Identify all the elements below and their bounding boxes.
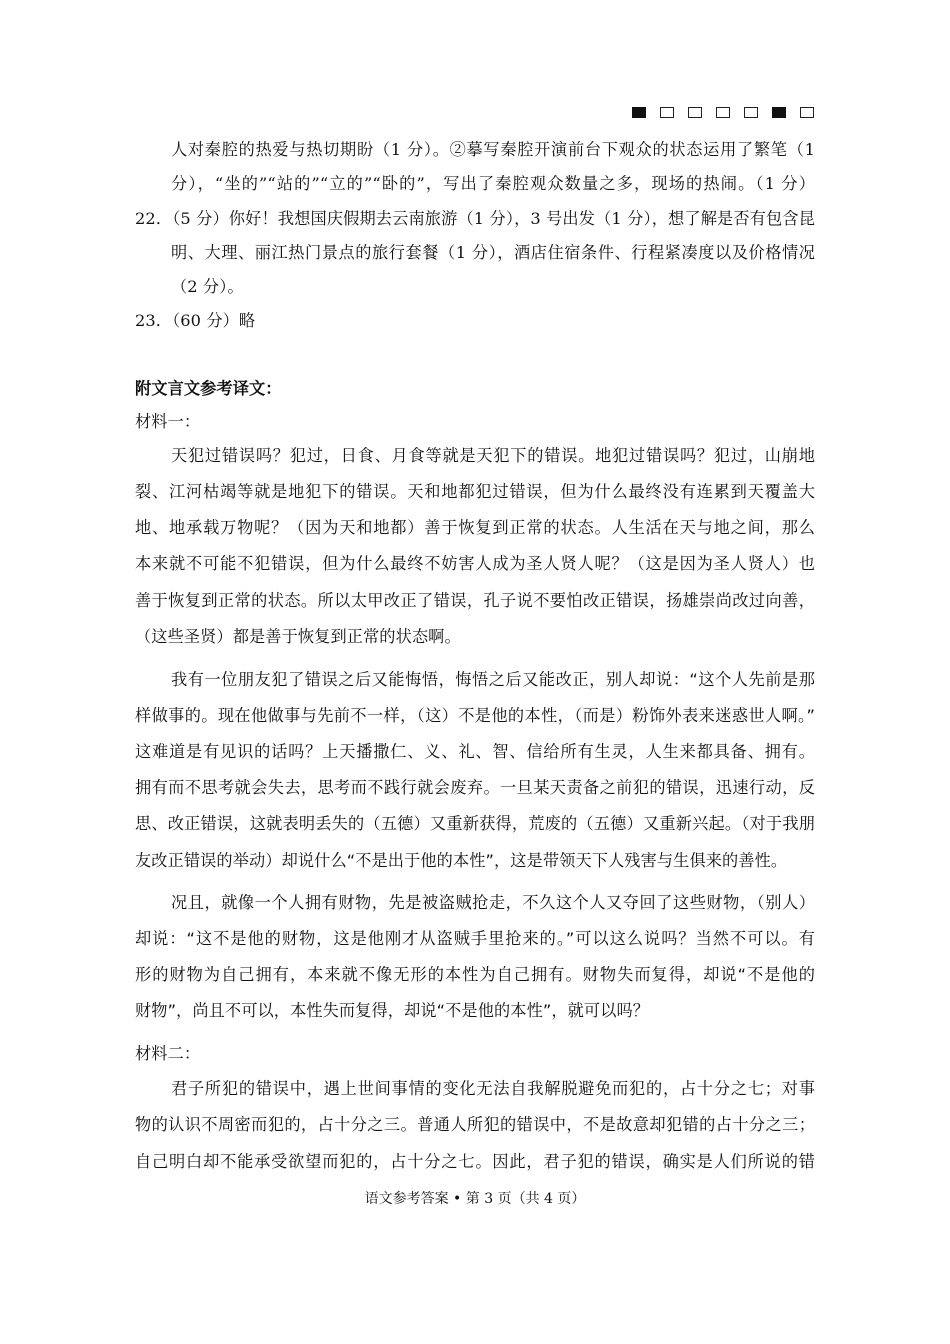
- q22-line: 明、大理、丽江热门景点的旅行套餐（1 分），酒店住宿条件、行程紧凑度以及价格情况: [171, 243, 815, 262]
- m1p1-line: 天犯过错误吗？犯过，日食、月食等就是天犯下的错误。地犯过错误吗？犯过，山崩地: [171, 446, 815, 465]
- m1p1-line: （这些圣贤）都是善于恢复到正常的状态啊。: [135, 627, 461, 646]
- header-mark-3: [688, 107, 702, 118]
- m1p2-line: 思、改正错误，这就表明丢失的（五德）又重新获得，荒废的（五德）又重新兴起。（对于我朋: [135, 814, 815, 833]
- m1p1-line: 裂、江河枯竭等就是地犯下的错误。天和地都犯过错误，但为什么最终没有连累到天覆盖大: [135, 482, 815, 501]
- translation-heading: 附文言文参考译文：: [135, 379, 282, 398]
- q22-line: （2 分）。: [171, 277, 244, 296]
- m1p1-line: 地、地承载万物呢？（因为天和地都）善于恢复到正常的状态。人生活在天与地之间，那么: [135, 518, 815, 537]
- m1p1-line: 本来就不可能不犯错误，但为什么最终不妨害人成为圣人贤人呢？（这是因为圣人贤人）也: [135, 554, 815, 573]
- m1p2-line: 友改正错误的举动）却说什么“不是出于他的本性”，这是带领天下人残害与生俱来的善性。: [135, 851, 788, 870]
- m1p1-line: 善于恢复到正常的状态。所以太甲改正了错误，孔子说不要怕改正错误，扬雄崇尚改过向善，: [135, 591, 815, 610]
- m1p3-line: 财物”，尚且不可以，本性失而复得，却说“不是他的本性”，就可以吗？: [135, 1001, 650, 1020]
- m1p2-line: 样做事的。现在他做事与先前不一样，（这）不是他的本性，（而是）粉饰外表来迷惑世人啊。”: [135, 706, 815, 725]
- m2p1-line: 君子所犯的错误中，遇上世间事情的变化无法自我解脱避免而犯的，占十分之七；对事: [171, 1079, 815, 1098]
- answer-line: 人对秦腔的热爱与热切期盼（1 分）。②摹写秦腔开演前台下观众的状态运用了繁笔（1: [171, 140, 815, 159]
- q23-line: 23．（60 分）略: [135, 311, 256, 330]
- m1p3-line: 况且，就像一个人拥有财物，先是被盗贼抢走，不久这个人又夺回了这些财物，（别人）: [171, 893, 815, 912]
- m1p3-line: 形的财物为自己拥有，本来就不像无形的本性为自己拥有。财物失而复得，却说“不是他的: [135, 965, 815, 984]
- m2p1-line: 自己明白却不能承受欲望而犯的，占十分之七。因此，君子犯的错误，确实是人们所说的错: [135, 1152, 815, 1171]
- material2-label: 材料二：: [135, 1044, 201, 1063]
- m1p2-line: 拥有而不思考就会失去，思考而不践行就会废弃。一旦某天责备之前犯的错误，迅速行动，反: [135, 778, 815, 797]
- page-footer: 语文参考答案 • 第 3 页（共 4 页）: [364, 1191, 586, 1207]
- material1-label: 材料一：: [135, 412, 201, 431]
- m2p1-line: 物的认识不周密而犯的，占十分之三。普通人所犯的错误中，不是故意却犯错的占十分之三；: [135, 1115, 815, 1134]
- header-mark-1: [632, 107, 646, 118]
- m1p3-line: 却说：“这不是他的财物，这是他刚才从盗贼手里抢来的。”可以这么说吗？当然不可以。有: [135, 929, 815, 948]
- header-mark-4: [716, 107, 730, 118]
- q22-line: 22．（5 分）你好！我想国庆假期去云南旅游（1 分），3 号出发（1 分），想了解是否有包含昆: [135, 209, 815, 228]
- m1p2-line: 我有一位朋友犯了错误之后又能悔悟，悔悟之后又能改正，别人却说：“这个人先前是那: [171, 670, 815, 689]
- answer-line: 分），“坐的”“站的”“立的”“卧的”，写出了秦腔观众数量之多，现场的热闹。（1 分）: [171, 174, 815, 193]
- header-mark-2: [660, 107, 674, 118]
- header-mark-5: [744, 107, 758, 118]
- header-mark-6: [772, 107, 786, 118]
- header-mark-7: [800, 107, 814, 118]
- m1p2-line: 这难道是有见识的话吗？上天播撒仁、义、礼、智、信给所有生灵，人生来都具备、拥有。: [135, 742, 815, 761]
